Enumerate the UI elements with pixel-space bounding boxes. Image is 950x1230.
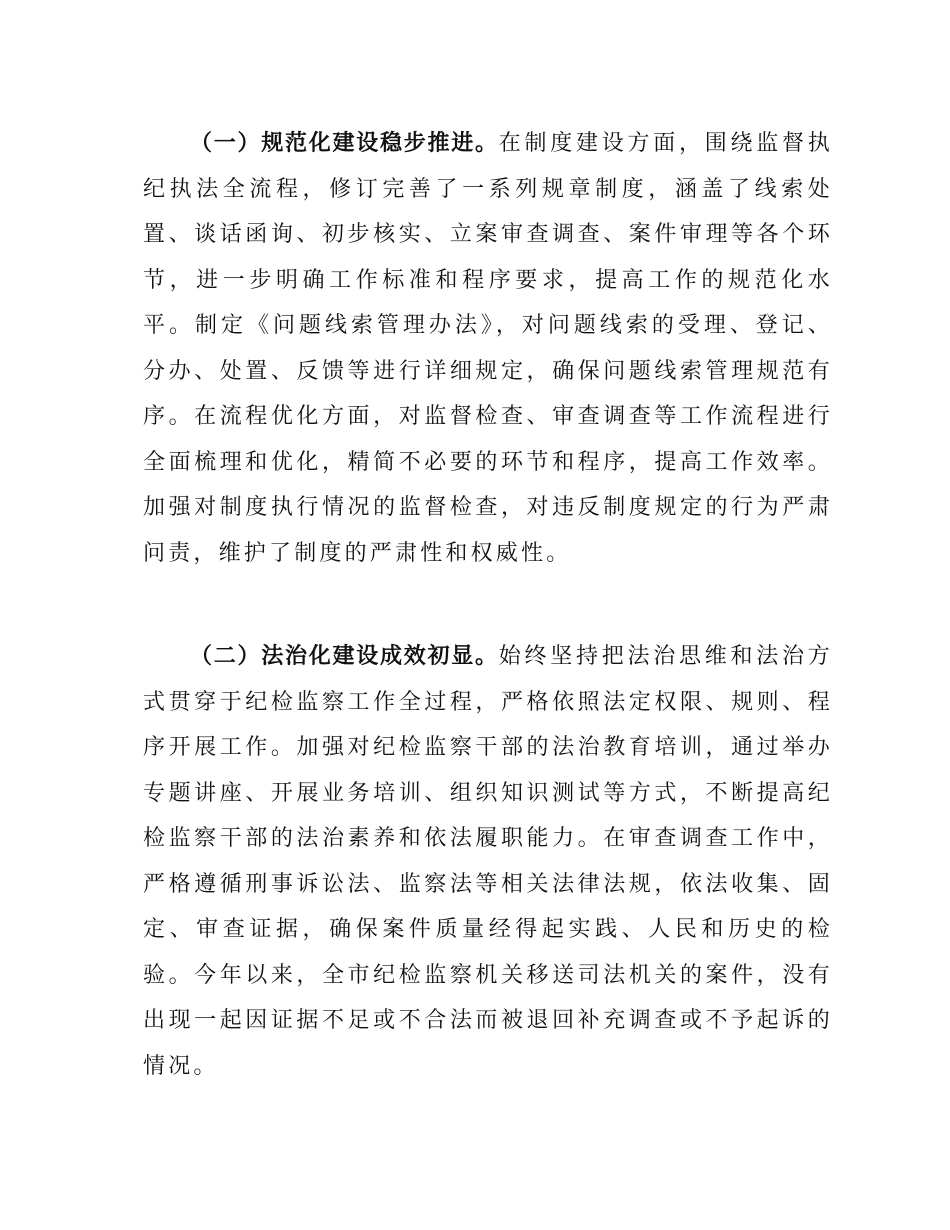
section-body: 始终坚持把法治思维和法治方式贯穿于纪检监察工作全过程，严格依照法定权限、规则、程序开展工作。加强对纪检监察干部的法治教育培训，通过举办专题讲座、开展业务培训、组织知识测试等方式，不断提高纪检监察干部的法治素养和依法履职能力。在审查调查工作中，严格遵循刑事诉讼法、监察法等相关法律法规，依法收集、固定、审查证据，确保案件质量经得起实践、人民和历史的检验。今年以来，全市纪检监察机关移送司法机关的案件，没有出现一起因证据不足或不合法而被退回补充调查或不予起诉的情况。: [143, 644, 833, 1079]
section-heading: （一）规范化建设稳步推进。: [190, 131, 499, 156]
section-body: 在制度建设方面，围绕监督执纪执法全流程，修订完善了一系列规章制度，涵盖了线索处置、谈话函询、初步核实、立案审查调查、案件审理等各个环节，进一步明确工作标准和程序要求，提高工作的规范化水平。制定《问题线索管理办法》，对问题线索的受理、登记、分办、处置、反馈等进行详细规定，确保问题线索管理规范有序。在流程优化方面，对监督检查、审查调查等工作流程进行全面梳理和优化，精简不必要的环节和程序，提高工作效率。加强对制度执行情况的监督检查，对违反制度规定的行为严肃问责，维护了制度的严肃性和权威性。: [143, 131, 833, 566]
section-heading: （二）法治化建设成效初显。: [190, 644, 499, 669]
section-rule-of-law: [143, 634, 833, 1089]
section-standardization: [143, 121, 833, 576]
